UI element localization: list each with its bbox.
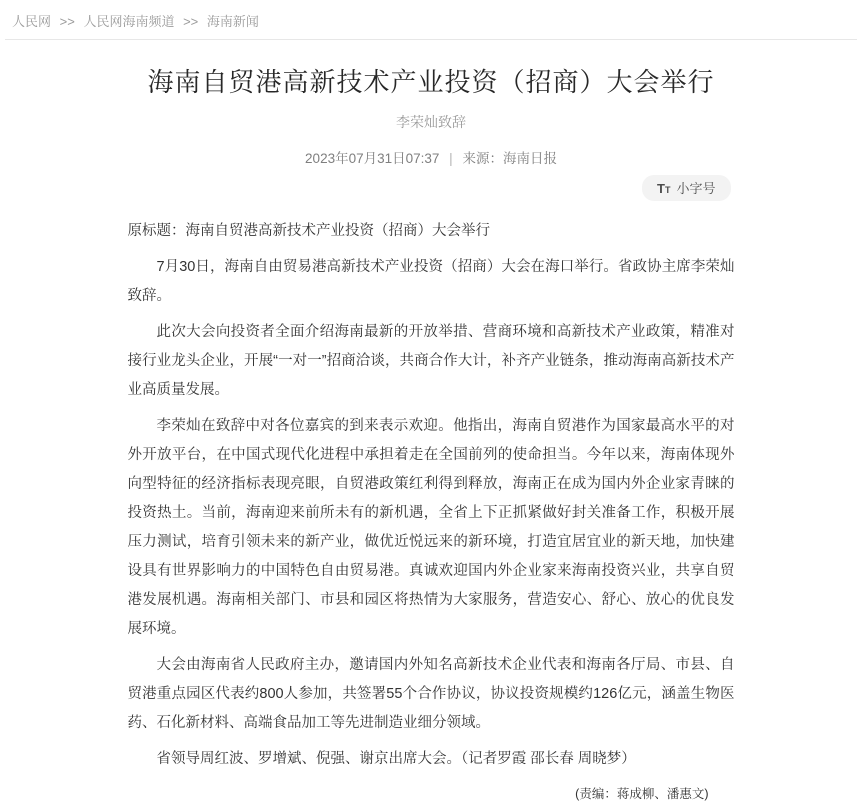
article-paragraph: 李荣灿在致辞中对各位嘉宾的到来表示欢迎。他指出，海南自贸港作为国家最高水平的对外开放平台，在中国式现代化进程中承担着走在全国前列的使命担当。今年以来，海南体现外向型特征的经济指标表现亮眼，自贸港政策红利得到释放，海南正在成为国内外企业家青睐的投资热土。当前，海南迎来前所未有的新机遇，全省上下正抓紧做好封关准备工作，积极开展压力测试，培育引领未来的新产业，做优近悦远来的新环境，打造宜居宜业的新天地，加快建设具有世界影响力的中国特色自由贸易港。真诚欢迎国内外企业家来海南投资兴业，共享自贸港发展机遇。海南相关部门、市县和园区将热情为大家服务，营造安心、舒心、放心的优良发展环境。	[127, 418, 735, 637]
editors-credit: (责编：蒋成柳、潘惠文)	[575, 787, 709, 801]
breadcrumb-link-peoples-daily[interactable]: 人民网	[12, 14, 52, 29]
breadcrumb-link-hainan-news[interactable]: 海南新闻	[206, 14, 259, 29]
article-paragraph: 省领导周红波、罗增斌、倪强、谢京出席大会。（记者罗霞 邵长春 周晓梦）	[156, 751, 636, 767]
original-title-line	[128, 217, 735, 246]
original-title-text: 海南自贸港高新技术产业投资（招商）大会举行	[185, 223, 490, 239]
breadcrumb-separator: >>	[183, 14, 199, 29]
header-divider	[5, 39, 857, 40]
article-toolbar	[128, 175, 735, 201]
article-meta	[128, 147, 735, 167]
article-subtitle: 李荣灿致辞	[396, 114, 466, 130]
article-paragraph: 7月30日，海南自由贸易港高新技术产业投资（招商）大会在海口举行。省政协主席李荣灿致辞。	[127, 259, 735, 304]
font-size-button-label: 小字号	[676, 181, 716, 196]
font-size-button[interactable]	[642, 175, 730, 201]
page-title: 海南自贸港高新技术产业投资（招商）大会举行	[147, 67, 715, 97]
publish-date: 2023年07月31日07:37	[305, 151, 440, 166]
breadcrumb-link-hainan-channel[interactable]: 人民网海南频道	[83, 14, 175, 29]
font-size-icon: TT	[657, 181, 671, 196]
meta-divider: |	[449, 151, 453, 166]
article-paragraph: 大会由海南省人民政府主办，邀请国内外知名高新技术企业代表和海南各厅局、市县、自贸港重点园区代表约800人参加，共签署55个合作协议，协议投资规模约126亿元，涵盖生物医药、石化新材料、高端食品加工等先进制造业细分领域。	[127, 657, 735, 731]
article-paragraph: 此次大会向投资者全面介绍海南最新的开放举措、营商环境和高新技术产业政策，精准对接行业龙头企业，开展“一对一”招商洽谈，共商合作大计，补齐产业链条，推动海南高新技术产业高质量发展。	[127, 324, 735, 398]
article-body	[128, 217, 735, 774]
breadcrumb	[0, 0, 862, 39]
original-title-label: 原标题：	[127, 223, 186, 239]
breadcrumb-separator: >>	[59, 14, 75, 29]
article-source: 来源：海南日报	[462, 151, 557, 166]
